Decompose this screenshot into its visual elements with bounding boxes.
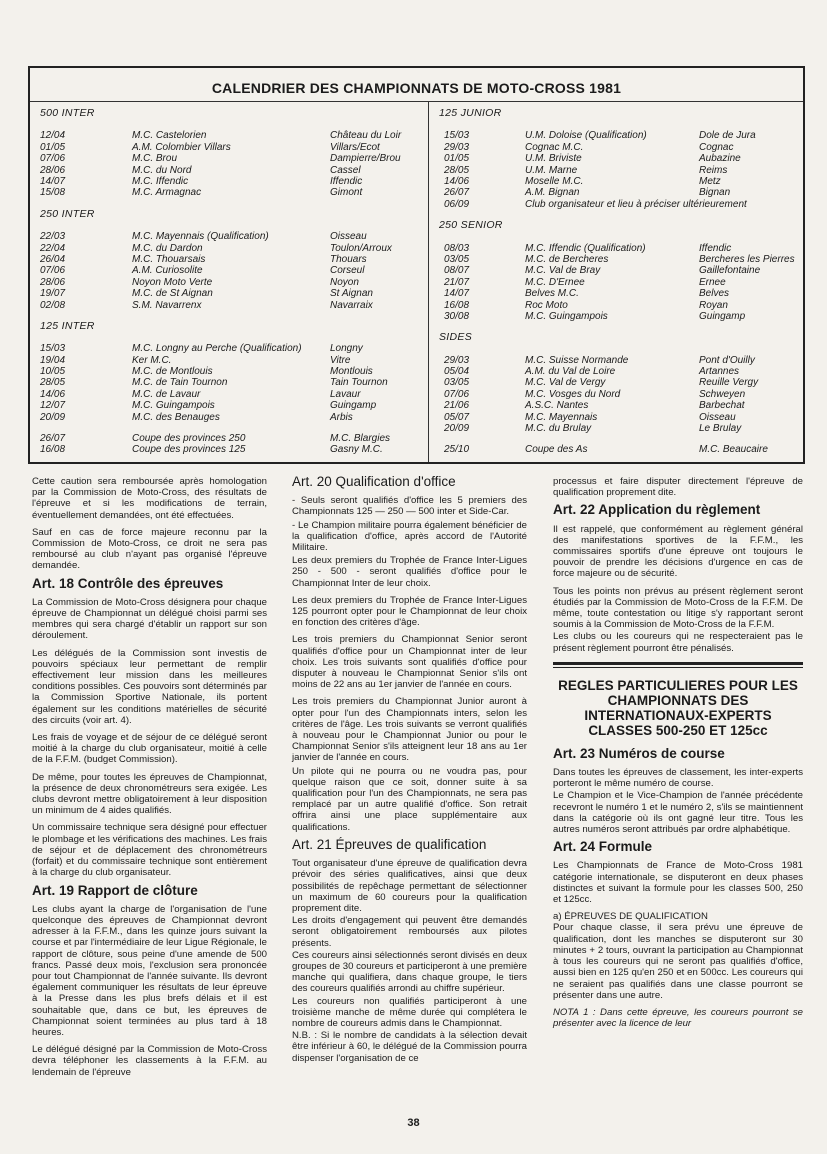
- calendar-date: 05/04: [444, 366, 470, 378]
- calendar-club: A.M. Curiosolite: [132, 265, 203, 277]
- calendar-venue: Montlouis: [330, 366, 373, 378]
- paragraph: Les frais de voyage et de séjour de ce délégué seront moitié à la charge du club organisateur, moitié à celle de la F.F.M. (budget Commission).: [32, 732, 267, 766]
- calendar-club: M.C. Mayennais: [525, 411, 598, 423]
- text-column-1: [32, 476, 267, 1084]
- calendar-club: Coupe des As: [525, 444, 588, 456]
- calendar-row: [40, 377, 420, 388]
- calendar-row: [439, 130, 799, 141]
- calendar-row: [439, 277, 799, 288]
- calendar-row: [439, 377, 799, 388]
- calendar-venue: Aubazine: [699, 153, 741, 165]
- calendar-date: 21/06: [444, 400, 470, 412]
- calendar-venue: Guingamp: [330, 400, 377, 412]
- calendar-club: A.M. du Val de Loire: [525, 366, 616, 378]
- calendar-venue: Longny: [330, 343, 363, 355]
- calendar-venue: Guingamp: [699, 310, 746, 322]
- calendar-date: 28/05: [40, 377, 66, 389]
- section-rule-thin: [553, 667, 803, 668]
- calendar-venue: Dampierre/Brou: [330, 153, 401, 165]
- paragraph-nota: NOTA 1 : Dans cette épreuve, les coureurs pourront se présenter avec la licence de leur: [553, 1006, 803, 1030]
- calendar-row: [439, 265, 799, 276]
- calendar-date: 03/05: [444, 377, 470, 389]
- calendar-divider-vertical: [428, 101, 429, 462]
- calendar-club: M.C. Brou: [132, 153, 178, 165]
- calendar-club: Noyon Moto Verte: [132, 276, 213, 288]
- paragraph: Les clubs ou les coureurs qui ne respecteraient pas le présent règlement pourront être pénalisés.: [553, 631, 803, 654]
- calendar-club: M.C. Suisse Normande: [525, 354, 629, 366]
- paragraph: Les trois premiers du Championnat Senior seront qualifiés d'office pour un Championnat inter de leur choix. Les trois suivants sont qualifiés d'office pour disputer à nouveau le Championnat Senior s'ils ont moins de 22 ans au 1er janvier de l'année en cours.: [292, 634, 527, 691]
- calendar-date: 14/07: [40, 175, 66, 187]
- calendar-date: 21/07: [444, 276, 470, 288]
- calendar-date: 19/07: [40, 288, 66, 300]
- calendar-venue: Toulon/Arroux: [330, 242, 392, 254]
- calendar-divider-horizontal: [30, 101, 803, 102]
- calendar-row: [439, 311, 799, 322]
- calendar-date: 06/09: [444, 198, 470, 210]
- calendar-venue: Pont d'Ouilly: [699, 354, 755, 366]
- calendar-row: [439, 355, 799, 366]
- calendar-row: [40, 254, 420, 265]
- calendar-date: 02/08: [40, 299, 66, 311]
- calendar-venue: Gasny M.C.: [330, 444, 383, 456]
- calendar-venue: Reuille Vergy: [699, 377, 759, 389]
- calendar-row: [40, 400, 420, 411]
- paragraph: Un pilote qui ne pourra ou ne voudra pas, pour quelque raison que ce soit, donner suite à sa qualification pour l'un des Championnats, ne sera pas remplacé par un autre qualifié d'office. Son retrait offrira ainsi une place supplémentaire aux qualifications.: [292, 765, 527, 833]
- calendar-extra-rows: [40, 433, 420, 456]
- calendar-row: [439, 176, 799, 187]
- calendar-date: 05/07: [444, 411, 470, 423]
- article-24-heading: Art. 24 Formule: [553, 839, 653, 855]
- calendar-club: Club organisateur et lieu à préciser ultérieurement: [525, 198, 747, 210]
- calendar-club: Coupe des provinces 125: [132, 444, 246, 456]
- calendar-club: M.C. de Tain Tournon: [132, 377, 228, 389]
- calendar-venue: Cassel: [330, 164, 361, 176]
- paragraph: Ces coureurs ainsi sélectionnés seront divisés en deux groupes de 30 coureurs et participeront à une première manche qui qualifiera, dans chaque groupe, le tiers des coureurs qualifiés arrondi au chiffre supérieur.: [292, 949, 527, 995]
- section-heading-regles: REGLES PARTICULIERES POUR LES CHAMPIONNATS DES INTERNATIONAUX-EXPERTS CLASSES 500-250 ET 125cc: [558, 677, 798, 738]
- calendar-venue: Gimont: [330, 187, 363, 199]
- calendar-venue: Artannes: [699, 366, 740, 378]
- calendar-date: 28/06: [40, 164, 66, 176]
- calendar-date: 29/03: [444, 141, 470, 153]
- calendar-venue: Tain Tournon: [330, 377, 388, 389]
- calendar-club: Moselle M.C.: [525, 175, 584, 187]
- article-23-heading: Art. 23 Numéros de course: [553, 745, 725, 761]
- paragraph: Les deux premiers du Trophée de France Inter-Ligues 250 - 500 - seront qualifiés d'office pour le Championnat Inter de leur choix.: [292, 555, 527, 589]
- calendar-venue: Barbechat: [699, 400, 745, 412]
- calendar-club: M.C. de St Aignan: [132, 288, 213, 300]
- calendar-venue: Lavaur: [330, 388, 361, 400]
- calendar-row: [439, 254, 799, 265]
- calendar-club: A.S.C. Nantes: [525, 400, 589, 412]
- calendar-row: [439, 165, 799, 176]
- paragraph: Les droits d'engagement qui peuvent être demandés seront obligatoirement remboursés aux pilotes présents.: [292, 915, 527, 949]
- calendar-venue: St Aignan: [330, 288, 373, 300]
- calendar-venue: Oisseau: [699, 411, 736, 423]
- calendar-venue: Corseul: [330, 265, 365, 277]
- calendar-section-heading: 250 INTER: [40, 207, 95, 220]
- calendar-club: M.C. Castelorien: [132, 130, 207, 142]
- calendar-date: 26/04: [40, 253, 66, 265]
- calendar-club: M.C. D'Ernee: [525, 276, 585, 288]
- calendar-venue: Royan: [699, 299, 728, 311]
- calendar-date: 01/05: [40, 141, 66, 153]
- calendar-date: 20/09: [444, 423, 470, 435]
- calendar-club: M.C. Val de Bray: [525, 265, 601, 277]
- calendar-row: [439, 243, 799, 254]
- paragraph: Cette caution sera remboursée après homologation par la Commission de Moto-Cross, des résultats de l'épreuve et si les modifications de terrain, éventuellement demandées, ont été effectuées.: [32, 476, 267, 521]
- article-18-heading: Art. 18 Contrôle des épreuves: [32, 575, 224, 591]
- calendar-row: [439, 142, 799, 153]
- calendar-venue: Reims: [699, 164, 728, 176]
- calendar-section-heading: SIDES: [439, 331, 473, 344]
- calendar-date: 28/06: [40, 276, 66, 288]
- calendar-section: [439, 108, 799, 210]
- calendar-row: [439, 412, 799, 423]
- article-20-heading: Art. 20 Qualification d'office: [292, 474, 456, 489]
- calendar-section: [40, 209, 420, 311]
- calendar-row: [40, 165, 420, 176]
- calendar-row: [40, 433, 420, 444]
- calendar-venue: Villars/Ecot: [330, 141, 380, 153]
- calendar-venue: Schweyen: [699, 388, 746, 400]
- calendar-date: 12/04: [40, 130, 66, 142]
- calendar-date: 29/03: [444, 354, 470, 366]
- calendar-date: 10/05: [40, 366, 66, 378]
- calendar-club: U.M. Briviste: [525, 153, 582, 165]
- calendar-club: M.C. du Dardon: [132, 242, 203, 254]
- calendar-date: 15/03: [40, 343, 66, 355]
- calendar-date: 03/05: [444, 253, 470, 265]
- calendar-date: 14/07: [444, 288, 470, 300]
- paragraph: Il est rappelé, que conformément au règlement général des manifestations sportives de la F.F.M., les commissaires sportifs d'une épreuve ont toujours le pouvoir de prendre les décisions d'urgence en cas de force majeure ou de sécurité.: [553, 523, 803, 580]
- calendar-club: M.C. du Brulay: [525, 423, 592, 435]
- calendar-row: [40, 231, 420, 242]
- calendar-date: 08/07: [444, 265, 470, 277]
- calendar-section-heading: 250 SENIOR: [439, 219, 503, 232]
- paragraph: Les clubs ayant la charge de l'organisation de l'une quelconque des épreuves de Championnat devront adresser à la F.F.M., dans les quinze jours suivant la course et par l'intermédiaire de leur Ligue Régionale, le rapport de clôture, sous peine d'une amende de 500 francs. Passé deux mois, l'exclusion sera prononcée pour tout Championnat de l'année suivante. Ils devront également communiquer les résultats de leur épreuve à la Presse dans les plus brefs délais et il est souhaitable que, dans ce but, les épreuves de Championnat soient terminées au plus tard à 18 heures.: [32, 903, 267, 1038]
- calendar-section: [40, 321, 420, 423]
- calendar-date: 19/04: [40, 354, 66, 366]
- calendar-club: A.M. Colombier Villars: [132, 141, 231, 153]
- calendar-club: Roc Moto: [525, 299, 568, 311]
- article-22-heading: Art. 22 Application du règlement: [553, 502, 761, 518]
- calendar-venue: Navarraix: [330, 299, 373, 311]
- calendar-section: [40, 108, 420, 199]
- subheading-qualification: a) ÉPREUVES DE QUALIFICATION: [553, 911, 708, 923]
- calendar-date: 22/03: [40, 231, 66, 243]
- calendar-row: [40, 265, 420, 276]
- calendar-club: M.C. de Montlouis: [132, 366, 213, 378]
- paragraph: Les deux premiers du Trophée de France Inter-Ligues 125 pourront opter pour le Championnat de leur choix en fonction des critères d'âge.: [292, 594, 527, 629]
- paragraph: Sauf en cas de force majeure reconnu par la Commission de Moto-Cross, ce droit ne sera pas remboursé au club n'ayant pas organisé l'épreuve demandée.: [32, 526, 267, 572]
- calendar-section-heading: 125 JUNIOR: [439, 107, 502, 119]
- calendar-row: [40, 243, 420, 254]
- calendar-row: [439, 389, 799, 400]
- calendar-row: [439, 400, 799, 411]
- calendar-date: 30/08: [444, 310, 470, 322]
- calendar-club: Coupe des provinces 250: [132, 433, 246, 445]
- calendar-venue: Cognac: [699, 141, 734, 153]
- paragraph: - Seuls seront qualifiés d'office les 5 premiers des Championnats 125 — 250 — 500 inter et Side-Car.: [292, 495, 527, 518]
- calendar-date: 15/08: [40, 187, 66, 199]
- page-number: 38: [407, 1117, 420, 1129]
- calendar-date: 01/05: [444, 153, 470, 165]
- calendar-row: [40, 389, 420, 400]
- calendar-row: [40, 366, 420, 377]
- calendar-club: M.C. Iffendic: [132, 175, 189, 187]
- calendar-venue: Bercheres les Pierres: [699, 253, 795, 265]
- calendar-club: M.C. Vosges du Nord: [525, 388, 621, 400]
- calendar-club: M.C. Longny au Perche (Qualification): [132, 343, 302, 355]
- calendar-row: [40, 187, 420, 198]
- calendar-club: M.C. de Lavaur: [132, 388, 201, 400]
- calendar-row: [40, 412, 420, 423]
- calendar-club: S.M. Navarrenx: [132, 299, 202, 311]
- paragraph: La Commission de Moto-Cross désignera pour chaque épreuve de Championnat un délégué choisi parmi ses membres qui sera chargé d'établir un rapport sur son déroulement.: [32, 596, 267, 642]
- calendar-row: [40, 343, 420, 354]
- calendar-club: Belves M.C.: [525, 288, 579, 300]
- calendar-date: 20/09: [40, 411, 66, 423]
- calendar-row: [439, 423, 799, 434]
- calendar-section-heading: 500 INTER: [40, 107, 95, 119]
- calendar-row: [40, 444, 420, 455]
- calendar-venue: Thouars: [330, 253, 367, 265]
- paragraph: Un commissaire technique sera désigné pour effectuer le plombage et les vérifications des machines. Les frais de séjour et de déplacement des chronométreurs (forfait) et du commissaire technique sont entièrement à la charge du club organisateur.: [32, 822, 267, 879]
- calendar-club: M.C. des Benauges: [132, 411, 220, 423]
- calendar-extra-rows: [439, 444, 799, 455]
- calendar-left-column: [40, 108, 420, 456]
- calendar-row: [40, 277, 420, 288]
- paragraph: - Le Champion militaire pourra également bénéficier de la qualification d'office, après accord de l'Autorité Militaire.: [292, 519, 527, 554]
- calendar-row: [40, 288, 420, 299]
- paragraph: Les Championnats de France de Moto-Cross 1981 catégorie internationale, se disputeront en deux phases distinctes et suivant la formule pour les classes 500, 250 et 125cc.: [553, 860, 803, 906]
- calendar-venue: Gaillefontaine: [699, 265, 761, 277]
- calendar-club: M.C. Armagnac: [132, 187, 202, 199]
- calendar-date: 07/06: [444, 388, 470, 400]
- calendar-club: M.C. Mayennais (Qualification): [132, 231, 269, 243]
- calendar-date: 14/06: [40, 388, 66, 400]
- calendar-date: 08/03: [444, 242, 470, 254]
- calendar-date: 12/07: [40, 400, 66, 412]
- calendar-row: [439, 300, 799, 311]
- calendar-venue: Arbis: [330, 411, 353, 423]
- calendar-venue: Belves: [699, 288, 730, 300]
- calendar-row: [40, 176, 420, 187]
- paragraph: Le Champion et le Vice-Champion de l'année précédente recevront le numéro 1 et le numéro 2, s'ils se maintiennent dans la catégorie où ils ont gagné leur titre. Tous les autres numéros seront attribués par ordre alphabétique.: [553, 790, 803, 836]
- paragraph: Pour chaque classe, il sera prévu une épreuve de qualification, dont les manches se disputeront sur 30 minutes + 2 tours, ouvrant la participation au Championnat à tous les coureurs qui ne seront pas qualifiés d'office, aussi bien en 125 qu'en 250 et en 500cc. Les coureurs qui ne seraient pas qualifiés dans une classe pourront se présenter dans une autre.: [553, 922, 803, 1001]
- calendar-venue: Vitre: [330, 354, 351, 366]
- calendar-row: [40, 142, 420, 153]
- paragraph: N.B. : Si le nombre de candidats à la sélection devait être inférieur à 60, le délégué de la Commission pourra dispenser l'organisation de ce: [292, 1030, 527, 1064]
- calendar-row: [439, 444, 799, 455]
- calendar-row: [439, 153, 799, 164]
- paragraph: Les trois premiers du Championnat Junior auront à opter pour l'un des Championnats inters, selon les critères de l'âge. Les trois suivants se verront qualifiés à nouveau pour le Championnat Junior ou pour le Championnat Senior s'ils atteignent leur 18 ans au 1er janvier de l'année en cours.: [292, 696, 527, 764]
- calendar-date: 16/08: [444, 299, 470, 311]
- calendar-club: M.C. de Bercheres: [525, 253, 609, 265]
- paragraph: Tous les points non prévus au présent règlement seront étudiés par la Commission de Moto-Cross de la F.F.M. De même, toute contestation ou litige s'y rapportant seront soumis à la Commission de Moto-Cross de la F.F.M.: [553, 585, 803, 631]
- calendar-date: 22/04: [40, 242, 66, 254]
- calendar-row: [439, 187, 799, 198]
- calendar-date: 26/07: [444, 187, 470, 199]
- calendar-venue: Iffendic: [699, 242, 732, 254]
- calendar-row: [40, 300, 420, 311]
- calendar-section-heading: 125 INTER: [40, 319, 95, 332]
- calendar-club: U.M. Marne: [525, 164, 578, 176]
- paragraph: Tout organisateur d'une épreuve de qualification devra prévoir des séries qualificatives, ainsi que deux possibilités de repêchage permettant de sélectionner un maximum de 60 coureurs pour la qualification proprement dite.: [292, 858, 527, 914]
- calendar-date: 25/10: [444, 444, 470, 456]
- paragraph: De même, pour toutes les épreuves de Championnat, la présence de deux chronométreurs sera exigée. Les clubs devront mettre obligatoirement à leur disposition un minimum de 4 aides qualifiés.: [32, 771, 267, 817]
- paragraph: Le délégué désigné par la Commission de Moto-Cross devra téléphoner les classements à la F.F.M. au lendemain de l'épreuve: [32, 1044, 267, 1078]
- calendar-club: M.C. du Nord: [132, 164, 192, 176]
- calendar-club: Ker M.C.: [132, 354, 172, 366]
- calendar-right-column: [439, 108, 799, 456]
- text-column-2: [292, 476, 527, 1070]
- paragraph: Dans toutes les épreuves de classement, les inter-experts porteront le même numéro de course.: [553, 767, 803, 790]
- calendar-venue: Noyon: [330, 276, 359, 288]
- calendar-row: [439, 199, 799, 210]
- calendar-row: [439, 288, 799, 299]
- calendar-club: M.C. Guingampois: [525, 310, 608, 322]
- paragraph: Les délégués de la Commission sont investis de pouvoirs spéciaux leur permettant de remplir effectivement leur mission dans les meilleures conditions possibles. Ces pouvoirs sont déterminés par la Commission Sportive Nationale, ils portent également sur les conditions matérielles de sécurité des circuits (voir art. 4).: [32, 647, 267, 726]
- paragraph: processus et faire disputer directement l'épreuve de qualification proprement dite.: [553, 476, 803, 499]
- calendar-title: CALENDRIER DES CHAMPIONNATS DE MOTO-CROSS 1981: [211, 80, 622, 96]
- calendar-row: [40, 153, 420, 164]
- calendar-club: A.M. Bignan: [525, 187, 580, 199]
- calendar-row: [439, 366, 799, 377]
- calendar-date: 26/07: [40, 433, 66, 445]
- article-21-heading: Art. 21 Épreuves de qualification: [292, 836, 487, 852]
- calendar-date: 14/06: [444, 175, 470, 187]
- calendar-venue: Château du Loir: [330, 130, 402, 142]
- calendar-row: [40, 130, 420, 141]
- article-19-heading: Art. 19 Rapport de clôture: [32, 882, 198, 898]
- calendar-venue: Iffendic: [330, 175, 363, 187]
- calendar-venue: Ernee: [699, 276, 726, 288]
- calendar-date: 07/06: [40, 265, 66, 277]
- calendar-venue: Bignan: [699, 187, 731, 199]
- calendar-row: [40, 355, 420, 366]
- calendar-date: 28/05: [444, 164, 470, 176]
- calendar-date: 15/03: [444, 130, 470, 142]
- calendar-section: [439, 220, 799, 322]
- section-rule-thick: [553, 662, 803, 665]
- calendar-club: M.C. Thouarsais: [132, 253, 206, 265]
- calendar-club: M.C. Val de Vergy: [525, 377, 606, 389]
- calendar-club: M.C. Iffendic (Qualification): [525, 242, 646, 254]
- calendar-date: 16/08: [40, 444, 66, 456]
- calendar-club: M.C. Guingampois: [132, 400, 215, 412]
- calendar-box: [28, 66, 805, 464]
- calendar-venue: M.C. Blargies: [330, 433, 391, 445]
- calendar-venue: M.C. Beaucaire: [699, 444, 768, 456]
- paragraph: Les coureurs non qualifiés participeront à une troisième manche de même durée qui complétera le nombre de coureurs admis dans le Championnat.: [292, 995, 527, 1029]
- calendar-date: 07/06: [40, 153, 66, 165]
- calendar-venue: Oisseau: [330, 231, 367, 243]
- calendar-venue: Le Brulay: [699, 423, 742, 435]
- calendar-section: [439, 332, 799, 434]
- text-column-3: [553, 476, 803, 1035]
- calendar-club: U.M. Doloise (Qualification): [525, 130, 647, 142]
- calendar-venue: Dole de Jura: [699, 130, 756, 142]
- calendar-venue: Metz: [699, 175, 721, 187]
- calendar-club: Cognac M.C.: [525, 141, 584, 153]
